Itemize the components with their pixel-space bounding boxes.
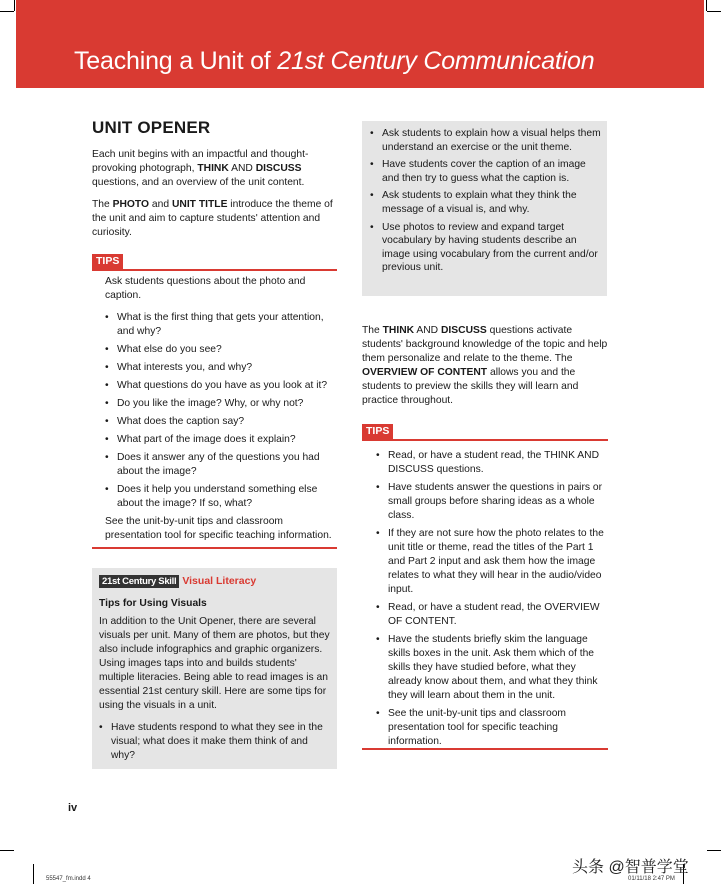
skill-box <box>92 568 337 769</box>
skill-name: Visual Literacy <box>182 575 257 587</box>
list-item: • Have students answer the questions in pairs or small groups before sharing ideas as a whole class. <box>376 481 608 523</box>
tips-outro: See the unit-by-unit tips and classroom presentation tool for specific teaching information. <box>105 516 332 541</box>
think-discuss-paragraph: The THINK AND DISCUSS questions activate students' background knowledge of the topic and help them personalize and relate to the theme. The OVERVIEW OF CONTENT allows you and the students to preview the skills they will learn and practice throughout. <box>362 325 608 406</box>
right-column <box>362 324 608 749</box>
crop-mark <box>706 0 707 11</box>
tips-rule <box>92 269 337 271</box>
crop-mark <box>707 11 721 12</box>
list-item: • What else do you see? <box>105 343 337 357</box>
list-item: • What questions do you have as you look at it? <box>105 379 337 393</box>
list-item: • If they are not sure how the photo relates to the unit title or theme, read the titles of the Part 1 and Part 2 input and ask them how the image relates to what they will hear in the audio/video input. <box>376 527 608 597</box>
photo-paragraph: The PHOTO and UNIT TITLE introduce the theme of the unit and aim to capture students' attention and curiosity. <box>92 199 333 238</box>
tips-section <box>92 254 337 543</box>
left-column <box>92 118 337 543</box>
skill-subhead: Tips for Using Visuals <box>99 598 207 609</box>
page-title-italic: 21st Century Communication <box>277 47 595 75</box>
list-item: • Read, or have a student read, the OVERVIEW OF CONTENT. <box>376 601 608 629</box>
tips-label: TIPS <box>92 254 123 269</box>
tips-end-rule <box>92 547 337 549</box>
skill-body: In addition to the Unit Opener, there are several visuals per unit. Many of them are photos, but they also include infographics and graphic organizers. Using images taps into and builds students' multiple literacies. Being able to read images is an essential 21st century skill. Here are some tips for using the visuals in a unit. <box>99 616 330 711</box>
list-item: • Read, or have a student read, the THINK AND DISCUSS questions. <box>376 449 608 477</box>
list-item: • Use photos to review and expand target vocabulary by having students describe an image using vocabulary from the current and/or previous unit. <box>370 221 601 275</box>
list-item: • Does it help you understand something else about the image? If so, what? <box>105 483 337 511</box>
tips-intro: Ask students questions about the photo and caption. <box>105 276 306 301</box>
list-item: • See the unit-by-unit tips and classroom presentation tool for specific teaching information. <box>376 707 608 749</box>
crop-mark <box>14 0 15 11</box>
skill-header <box>99 574 331 589</box>
list-item: • Have students respond to what they see in the visual; what does it make them think of and why? <box>99 721 331 763</box>
crop-mark <box>707 850 721 851</box>
tips-end-rule <box>362 748 608 750</box>
footer-slug: 55547_fm.indd 4 <box>46 876 91 882</box>
list-item: • Does it answer any of the questions you had about the image? <box>105 451 337 479</box>
list-item: • What does the caption say? <box>105 415 337 429</box>
list-item: • Ask students to explain what they think the message of a visual is, and why. <box>370 189 601 216</box>
crop-mark <box>0 850 14 851</box>
crop-mark <box>33 864 34 884</box>
page-title <box>74 47 594 76</box>
continued-box <box>362 121 607 296</box>
crop-mark <box>0 11 14 12</box>
tips-rule <box>362 439 608 441</box>
list-item: • Do you like the image? Why, or why not? <box>105 397 337 411</box>
tips-label: TIPS <box>362 424 393 439</box>
continued-list <box>362 121 607 275</box>
list-item: • Have the students briefly skim the language skills boxes in the unit. Ask them which of the skills they have studied before, what they already know about them, and what they think they will learn about them in the unit. <box>376 633 608 703</box>
list-item: • What is the first thing that gets your attention, and why? <box>105 311 337 339</box>
list-item: • What part of the image does it explain? <box>105 433 337 447</box>
skill-list <box>99 721 331 763</box>
intro-paragraph: Each unit begins with an impactful and thought-provoking photograph, THINK AND DISCUSS questions, and an overview of the unit content. <box>92 149 309 188</box>
watermark: 头条 @智普学堂 <box>572 859 689 876</box>
list-item: • What interests you, and why? <box>105 361 337 375</box>
skill-tag: 21st Century Skill <box>99 575 179 588</box>
tips-list <box>105 311 337 511</box>
page-number: iv <box>68 802 78 814</box>
section-heading: UNIT OPENER <box>92 118 211 137</box>
tips-section <box>362 424 608 749</box>
title-banner <box>16 0 704 88</box>
list-item: • Have students cover the caption of an image and then try to guess what the caption is. <box>370 158 601 185</box>
list-item: • Ask students to explain how a visual helps them understand an exercise or the unit theme. <box>370 127 601 154</box>
footer-timestamp: 01/11/18 2:47 PM <box>628 876 675 882</box>
tips-list <box>362 449 608 749</box>
page-title-prefix: Teaching a Unit of <box>74 47 278 75</box>
